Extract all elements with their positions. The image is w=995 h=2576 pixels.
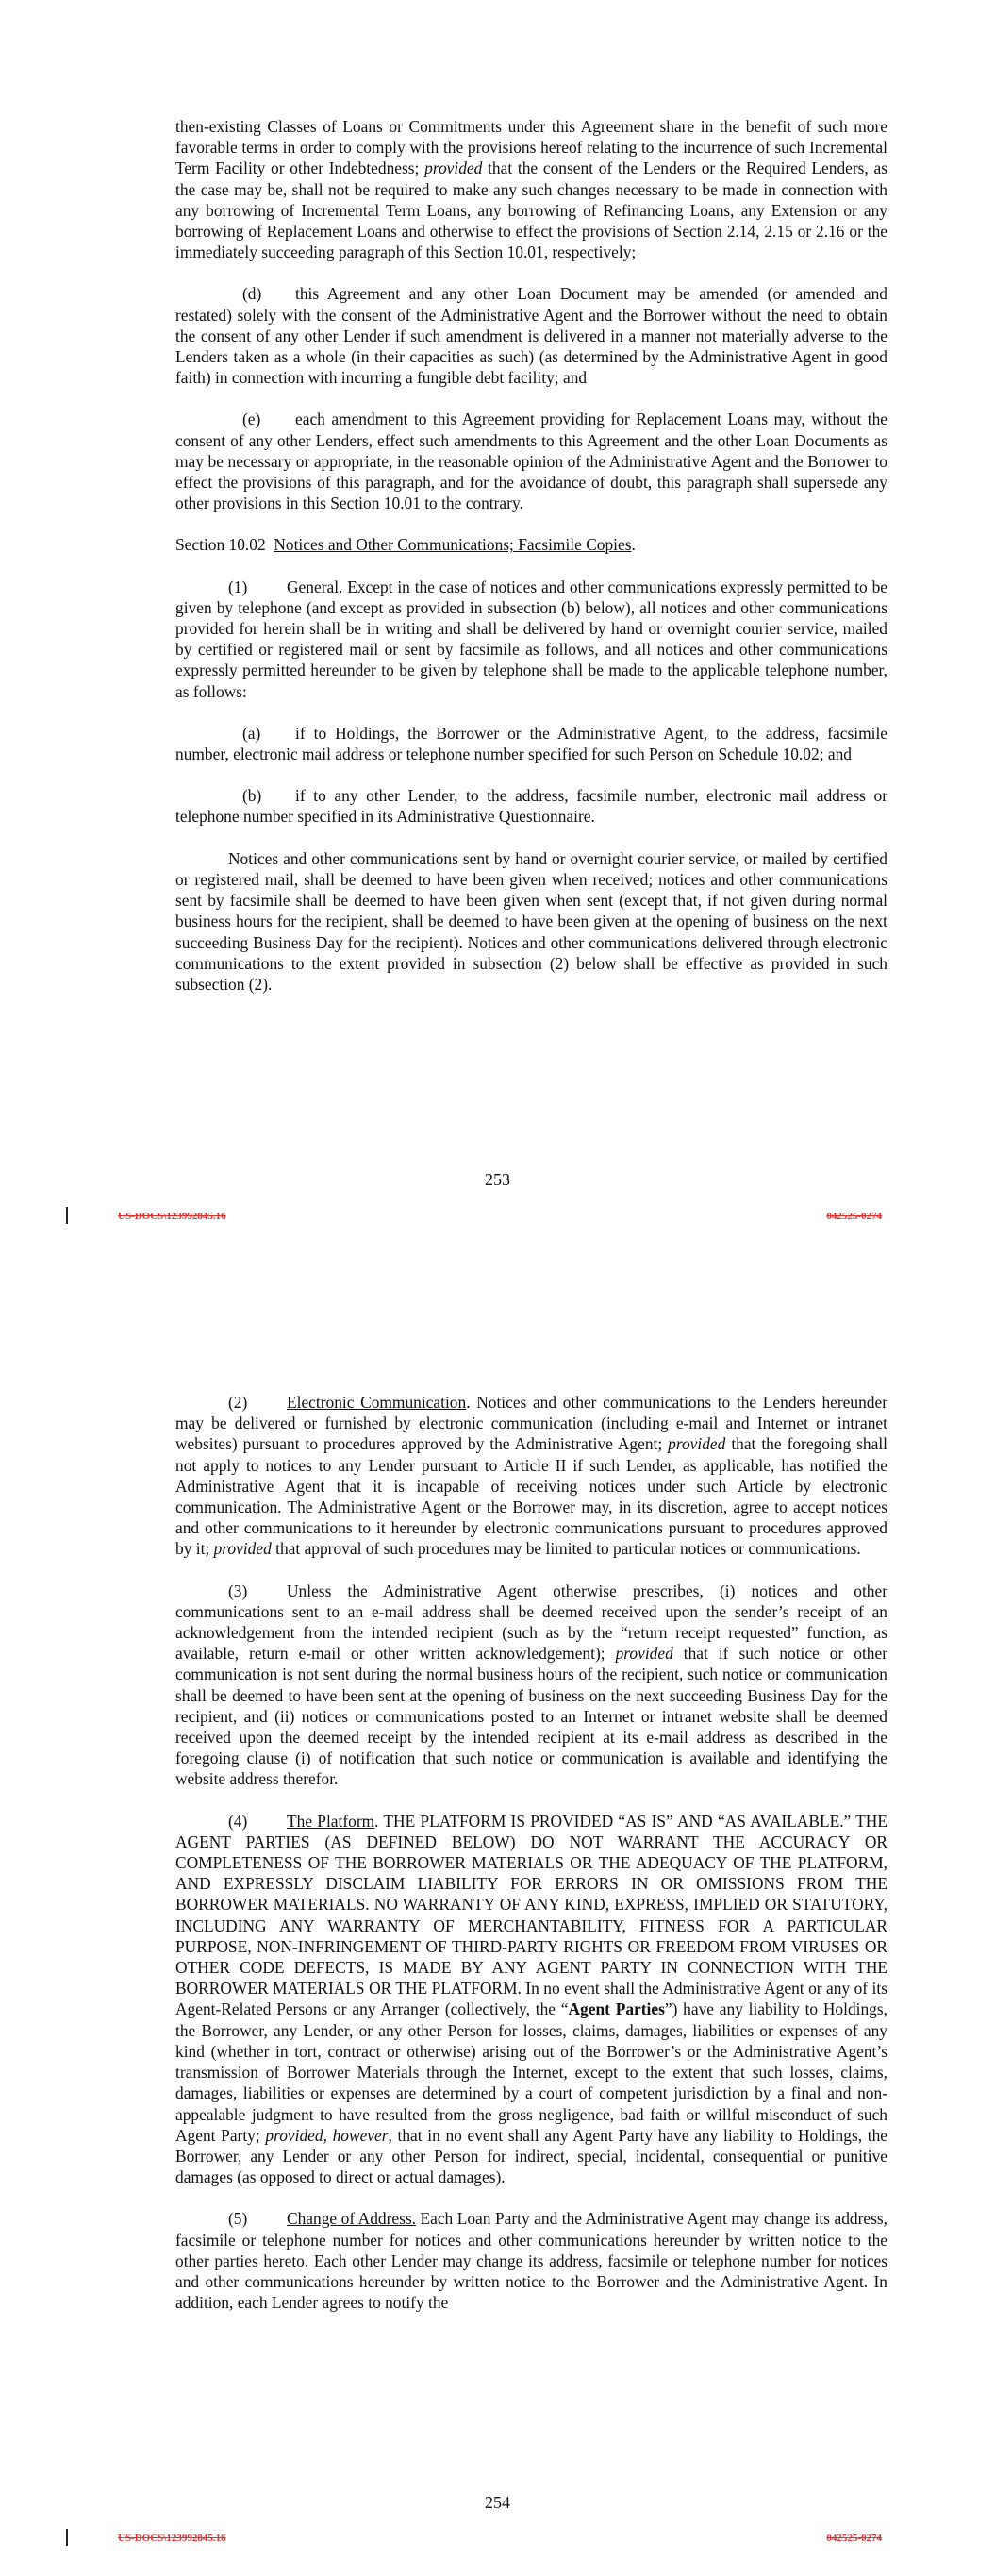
clause-d-label: (d) xyxy=(242,284,262,304)
footer-doc-id: US-DOCS\123992845.16 xyxy=(118,1211,226,1222)
agent-parties-term: Agent Parties xyxy=(568,1999,665,2019)
general-label: (1) xyxy=(228,577,248,596)
provided-italic-3: provided xyxy=(615,1644,673,1664)
page-253 xyxy=(0,0,995,1255)
page-253-body xyxy=(175,116,887,1015)
clause-a xyxy=(175,723,887,764)
change-of-address-title: Change of Address. xyxy=(287,2209,416,2229)
clause-e-text: each amendment to this Agreement providing for Replacement Loans may, without the consent of any other Lenders, effect such amendments to this Agreement and the other Loan Documents as may be necessary or appropriate, in the reasonable opinion of the Administrative Agent and the Borrower to effect the provisions of this paragraph, and for the avoidance of doubt, this paragraph shall supersede any other provisions in this Section 10.01 to the contrary. xyxy=(175,410,887,513)
provided-italic: provided xyxy=(424,159,483,178)
change-bar xyxy=(66,1207,68,1224)
paragraph-3-text-2: that if such notice or other communication is not sent during the normal business hours of the recipient, such notice or communication shall be deemed to have been sent at the opening of business on the next succeeding Business Day for the recipient, and (ii) notices or communications posted to an Internet or intranet website shall be deemed received upon the deemed receipt by the intended recipient at its e-mail address as described in the foregoing clause (i) of notification that such notice or communication is available and identifying the website address therefor. xyxy=(175,1644,887,1789)
clause-a-label: (a) xyxy=(242,723,261,743)
general-paragraph xyxy=(175,577,887,702)
footer-matter-number: 042525-0274 xyxy=(826,2533,882,2544)
clause-d xyxy=(175,283,887,388)
page-footer xyxy=(0,1211,995,1229)
change-of-address-text: Each Loan Party and the Administrative Agent may change its address, facsimile or telephone number for notices and other communications hereunder by written notice to the other parties hereto. Each other Lender may change its address, facsimile or telephone number for notices and other communications hereunder by written notice to the Borrower and the Administrative Agent. In addition, each Lender agrees to notify the xyxy=(175,2209,887,2313)
clause-a-end: ; and xyxy=(819,744,852,764)
platform-text-3: , that in no event shall any Agent Party have any liability to Holdings, the Borrower, any Lender or any other Person for indirect, special, incidental, consequential or punitive damages (as opposed to direct or actual damages). xyxy=(175,2125,887,2187)
page-number: 253 xyxy=(485,1170,510,1189)
clause-b xyxy=(175,785,887,827)
clause-d-text: this Agreement and any other Loan Document may be amended (or amended and restated) solely with the consent of the Administrative Agent and the Borrower without the need to obtain the consent of any other Lender if such amendment is delivered in a manner not materially adverse to the Lenders taken as a whole (in their capacities as such) (as determined by the Administrative Agent in good faith) in connection with incurring a fungible debt facility; and xyxy=(175,284,887,388)
general-text: . Except in the case of notices and other communications expressly permitted to be given by telephone (and except as provided in subsection (b) below), all notices and other communications provided for herein shall be in writing and shall be delivered by hand or overnight courier service, mailed by certified or registered mail or sent by facsimile as follows, and all notices and other communications expressly permitted hereunder to be given by telephone shall be made to the applicable telephone number, as follows: xyxy=(175,577,887,701)
platform-title: The Platform xyxy=(287,1811,375,1831)
provided-italic-2: provided xyxy=(213,1539,272,1559)
platform-text-2: ”) have any liability to Holdings, the Borrower, any Lender, or any other Person for losses, claims, damages, liabilities or expenses of any kind (whether in tort, contract or otherwise) arising out of the Borrower’s or the Administrative Agent’s transmission of Borrower Materials through the Internet, except to the extent that such losses, claims, damages, liabilities or expenses are determined by a court of competent jurisdiction by a final and non-appealable judgment to have resulted from the gross negligence, bad faith or willful misconduct of such Agent Party; xyxy=(175,1999,887,2145)
footer-doc-id: US-DOCS\123992845.16 xyxy=(118,2533,226,2544)
section-title-end: . xyxy=(631,535,636,555)
change-of-address-paragraph xyxy=(175,2208,887,2313)
page-254-body xyxy=(175,1392,887,2333)
platform-paragraph xyxy=(175,1811,887,2188)
page-footer xyxy=(0,2533,995,2551)
footer-matter-number: 042525-0274 xyxy=(826,1211,882,1222)
section-heading xyxy=(175,534,887,555)
clause-b-text: if to any other Lender, to the address, facsimile number, electronic mail address or telephone number specified in its Administrative Questionnaire. xyxy=(175,786,887,827)
change-bar xyxy=(66,2529,68,2546)
schedule-reference: Schedule 10.02 xyxy=(718,744,820,764)
change-of-address-label: (5) xyxy=(228,2209,248,2229)
platform-text-1: . THE PLATFORM IS PROVIDED “AS IS” AND “AS AVAILABLE.” THE AGENT PARTIES (AS DEFINED BELOW) DO NOT WARRANT THE ACCURACY OR COMPLETENESS OF THE BORROWER MATERIALS OR THE ADEQUACY OF THE PLATFORM, AND EXPRESSLY DISCLAIM LIABILITY FOR ERRORS IN OR OMISSIONS FROM THE BORROWER MATERIALS. NO WARRANTY OF ANY KIND, EXPRESS, IMPLIED OR STATUTORY, INCLUDING ANY WARRANTY OF MERCHANTABILITY, FITNESS FOR A PARTICULAR PURPOSE, NON-INFRINGEMENT OF THIRD-PARTY RIGHTS OR FREEDOM FROM VIRUSES OR OTHER CODE DEFECTS, IS MADE BY ANY AGENT PARTY IN CONNECTION WITH THE BORROWER MATERIALS OR THE PLATFORM. In no event shall the Administrative Agent or any of its Agent-Related Persons or any Arranger (collectively, the “ xyxy=(175,1811,887,2019)
continued-text: then-existing Classes of Loans or Commitments under this Agreement share in the benefit of such more favorable terms in order to comply with the provisions hereof relating to the incurrence of such Incremental Term Facility or other Indebtedness; xyxy=(175,117,887,178)
paragraph-3-label: (3) xyxy=(228,1581,248,1600)
general-title: General xyxy=(287,577,340,596)
page-number: 254 xyxy=(485,2493,510,2512)
clause-b-label: (b) xyxy=(242,786,262,806)
electronic-label: (2) xyxy=(228,1393,248,1412)
continued-paragraph xyxy=(175,116,887,262)
section-title: Notices and Other Communications; Facsimile Copies xyxy=(274,535,632,555)
electronic-text-3: that approval of such procedures may be limited to particular notices or communications. xyxy=(275,1539,861,1559)
clause-e-label: (e) xyxy=(242,410,261,429)
electronic-title: Electronic Communication xyxy=(287,1393,467,1412)
clause-a-text: if to Holdings, the Borrower or the Administrative Agent, to the address, facsimile number, electronic mail address or telephone number specified for such Person on xyxy=(175,723,887,764)
provided-italic: provided xyxy=(668,1434,726,1454)
electronic-communication-paragraph xyxy=(175,1392,887,1560)
electronic-text-2: that the foregoing shall not apply to notices to any Lender pursuant to Article II if such Lender, as applicable, has notified the Administrative Agent that it is incapable of receiving notices under such Article by electronic communication. The Administrative Agent or the Borrower may, in its discretion, agree to accept notices and other communications to it hereunder by electronic communications pursuant to procedures approved by it; xyxy=(175,1434,887,1559)
continued-text-rest: that the consent of the Lenders or the Required Lenders, as the case may be, shall not be required to make any such changes necessary to be made in connection with any borrowing of Incremental Term Loans, any borrowing of Refinancing Loans, any Extension or any borrowing of Replacement Loans and otherwise to effect the provisions of Section 2.14, 2.15 or 2.16 or the immediately succeeding paragraph of this Section 10.01, respectively; xyxy=(175,159,887,262)
paragraph-3-text-1: Unless the Administrative Agent otherwise prescribes, (i) notices and other communications sent to an e-mail address shall be deemed received upon the sender’s receipt of an acknowledgement from the intended recipient (such as by the “return receipt requested” function, as available, return e-mail or other written acknowledgement); xyxy=(175,1581,887,1664)
electronic-text-1: . Notices and other communications to the Lenders hereunder may be delivered or furnished by electronic communication (including e-mail and Internet or intranet websites) pursuant to procedures approved by the Administrative Agent; xyxy=(175,1393,887,1454)
notices-paragraph: Notices and other communications sent by hand or overnight courier service, or mailed by certified or registered mail, shall be deemed to have been given when received; notices and other communications sent by facsimile shall be deemed to have been given when sent (except that, if not given during normal business hours for the recipient, shall be deemed to have been given at the opening of business on the next succeeding Business Day for the recipient). Notices and other communications delivered through electronic communications to the extent provided in subsection (2) below shall be effective as provided in such subsection (2). xyxy=(175,848,887,994)
provided-however-italic: provided, however xyxy=(265,2125,389,2145)
paragraph-3 xyxy=(175,1581,887,1790)
clause-e xyxy=(175,409,887,513)
page-254 xyxy=(0,1393,995,2576)
section-number: Section 10.02 xyxy=(175,535,266,555)
platform-label: (4) xyxy=(228,1811,248,1831)
